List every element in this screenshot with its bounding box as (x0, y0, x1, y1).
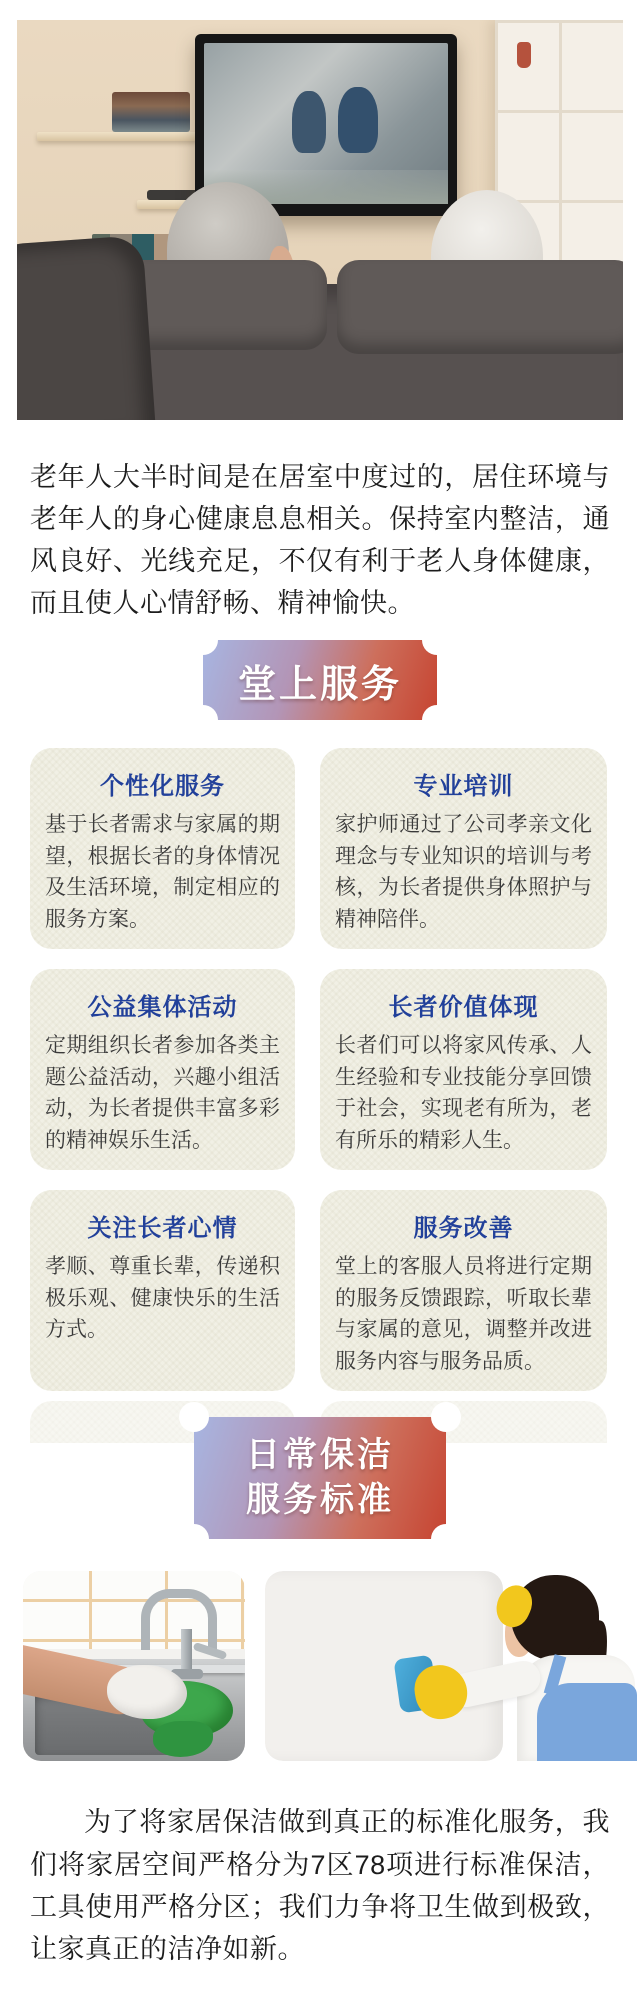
card-title: 长者价值体现 (388, 994, 539, 1022)
card-body: 堂上的客服人员将进行定期的服务反馈跟踪，听取长辈与家属的意见，调整并改进服务内容与服务品质。 (335, 1255, 592, 1373)
banner-notch (188, 625, 218, 655)
blue-apron (537, 1683, 637, 1761)
card-body: 定期组织长者参加各类主题公益活动，兴趣小组活动，为长者提供丰富多彩的精神娱乐生活。 (45, 1034, 280, 1152)
banner-notch (179, 1402, 209, 1432)
service-card-improvement (320, 1190, 607, 1391)
card-title: 个性化服务 (100, 773, 225, 801)
card-title: 关注长者心情 (87, 1215, 238, 1243)
intro-paragraph: 老年人大半时间是在居室中度过的，居住环境与老年人的身心健康息息相关。保持室内整洁，通风良好、光线充足，不仅有利于老人身体健康，而且使人心情舒畅、精神愉快。 (30, 462, 610, 619)
cleaning-banner (194, 1417, 446, 1539)
service-cards-grid (30, 748, 607, 1391)
cleaning-banner-line2: 服务标准 (246, 1481, 394, 1520)
book-stack (112, 92, 190, 132)
services-banner (203, 640, 437, 720)
service-card-training (320, 748, 607, 949)
banner-notch (188, 705, 218, 735)
tv-figure (292, 91, 326, 153)
card-body: 孝顺、尊重长辈，传递积极乐观、健康快乐的生活方式。 (45, 1255, 280, 1342)
card-body: 家护师通过了公司孝亲文化理念与专业知识的培训与考核，为长者提供身体照护与精神陪伴。 (335, 813, 592, 931)
cleaning-photo-wall (265, 1571, 640, 1761)
cleaning-photo-sink (23, 1571, 245, 1761)
banner-notch (422, 625, 452, 655)
tv-screen (204, 43, 448, 204)
cleaning-photos-row (23, 1571, 640, 1761)
tv-figure (338, 87, 378, 153)
card-body: 长者们可以将家风传承、人生经验和专业技能分享回馈于社会，实现老有所为，老有所乐的精彩人生。 (335, 1034, 592, 1152)
services-banner-label: 堂上服务 (237, 663, 402, 706)
service-card-personalized (30, 748, 295, 949)
card-title: 专业培训 (413, 773, 514, 801)
hero-photo (17, 20, 623, 420)
outro-paragraph: 为了将家居保洁做到真正的标准化服务，我们将家居空间严格分为7区78项进行标准保洁，工具使用严格分区；我们力争将卫生做到极致，让家真正的洁净如新。 (30, 1807, 610, 1964)
cleaning-banner-line1: 日常保洁 (246, 1435, 394, 1474)
card-title: 公益集体活动 (87, 994, 238, 1022)
sofa-cushion (337, 260, 623, 354)
sofa-armrest (17, 235, 155, 420)
red-vase (517, 42, 531, 68)
service-card-elder-value (320, 969, 607, 1170)
card-title: 服务改善 (413, 1215, 514, 1243)
wall-shelf (37, 132, 197, 141)
faucet (141, 1589, 217, 1650)
wall-panel (265, 1571, 503, 1761)
banner-notch (422, 705, 452, 735)
banner-notch (431, 1524, 461, 1554)
banner-notch (179, 1524, 209, 1554)
card-body: 基于长者需求与家属的期望，根据长者的身体情况及生活环境，制定相应的服务方案。 (45, 813, 280, 931)
service-card-elder-mood (30, 1190, 295, 1391)
white-glove (107, 1665, 187, 1719)
service-card-activities (30, 969, 295, 1170)
